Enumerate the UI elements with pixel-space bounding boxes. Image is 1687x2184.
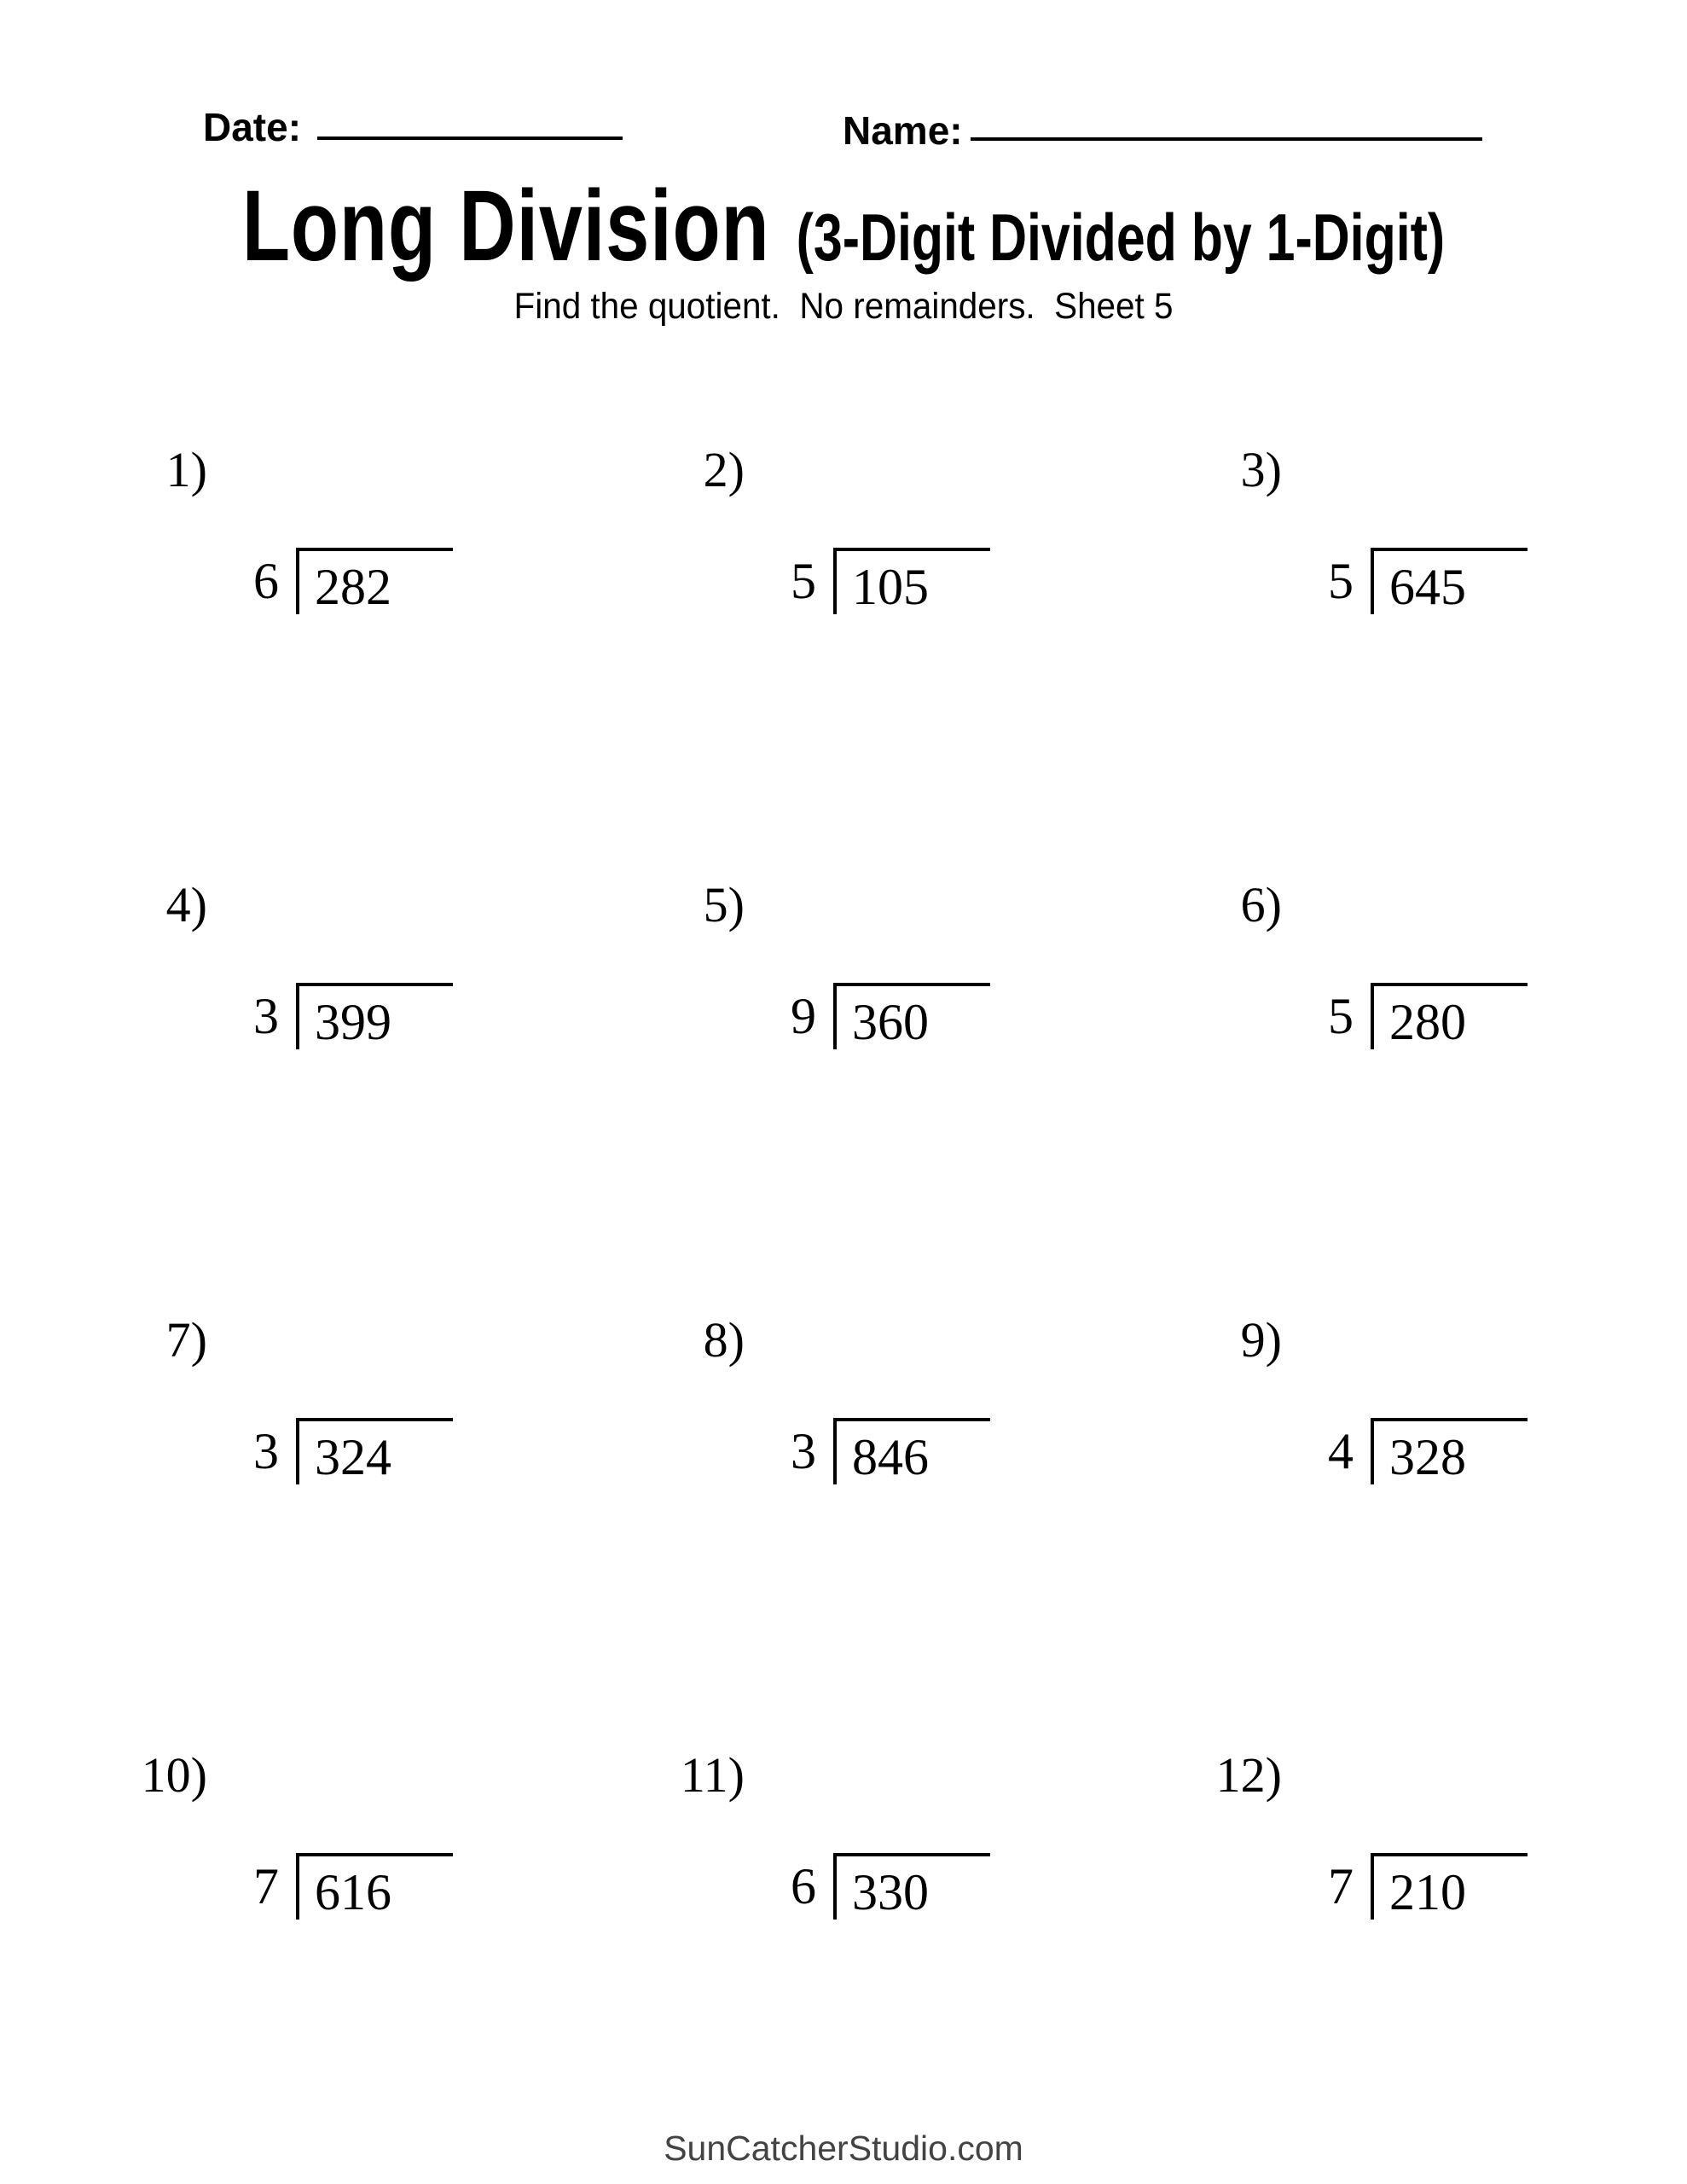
divisor: 5 bbox=[1328, 553, 1354, 609]
division-problem bbox=[1232, 442, 1687, 888]
problem-number: 5) bbox=[703, 877, 745, 932]
division-expression bbox=[1296, 983, 1528, 1049]
division-problem bbox=[158, 442, 695, 888]
date-label: Date: bbox=[203, 105, 302, 149]
footer-credit: SunCatcherStudio.com bbox=[664, 2129, 1023, 2168]
division-expression bbox=[1296, 548, 1528, 614]
date-blank-line[interactable] bbox=[317, 136, 623, 140]
problem-number: 2) bbox=[703, 442, 745, 497]
division-expression bbox=[222, 548, 453, 614]
divisor: 4 bbox=[1328, 1423, 1354, 1479]
dividend-under-bracket: 282 bbox=[296, 548, 453, 614]
division-problem bbox=[695, 877, 1232, 1323]
problem-number: 1) bbox=[165, 442, 207, 497]
dividend-under-bracket: 210 bbox=[1371, 1853, 1528, 1920]
divisor: 3 bbox=[791, 1423, 816, 1479]
problem-number: 10) bbox=[141, 1747, 207, 1803]
divisor: 9 bbox=[791, 988, 816, 1044]
dividend-under-bracket: 105 bbox=[833, 548, 990, 614]
division-expression bbox=[759, 983, 990, 1049]
division-problem bbox=[1232, 877, 1687, 1323]
dividend-under-bracket: 330 bbox=[833, 1853, 990, 1920]
division-problem bbox=[680, 1747, 1232, 2184]
division-expression bbox=[222, 1418, 453, 1484]
problems-grid bbox=[141, 442, 1687, 2184]
problem-number: 4) bbox=[165, 877, 207, 932]
division-problem bbox=[1215, 1747, 1687, 2184]
problem-number: 6) bbox=[1240, 877, 1282, 932]
division-expression bbox=[759, 548, 990, 614]
dividend-under-bracket: 280 bbox=[1371, 983, 1528, 1049]
dividend-under-bracket: 328 bbox=[1371, 1418, 1528, 1484]
dividend-under-bracket: 846 bbox=[833, 1418, 990, 1484]
dividend-under-bracket: 645 bbox=[1371, 548, 1528, 614]
division-problem bbox=[695, 1312, 1232, 1758]
divisor: 7 bbox=[253, 1858, 279, 1914]
division-expression bbox=[1296, 1853, 1528, 1920]
division-expression bbox=[222, 1853, 453, 1920]
dividend-under-bracket: 616 bbox=[296, 1853, 453, 1920]
division-expression bbox=[1296, 1418, 1528, 1484]
division-problem bbox=[1232, 1312, 1687, 1758]
dividend-under-bracket: 399 bbox=[296, 983, 453, 1049]
title-row bbox=[186, 170, 1502, 282]
problem-number: 9) bbox=[1240, 1312, 1282, 1368]
divisor: 7 bbox=[1328, 1858, 1354, 1914]
division-expression bbox=[759, 1853, 990, 1920]
page-subtitle: Find the quotient. No remainders. Sheet 5 bbox=[513, 286, 1174, 327]
division-problem bbox=[158, 1312, 695, 1758]
page-title: Long Division bbox=[241, 170, 770, 282]
divisor: 3 bbox=[253, 1423, 279, 1479]
problem-number: 8) bbox=[703, 1312, 745, 1368]
divisor: 5 bbox=[1328, 988, 1354, 1044]
problem-number: 12) bbox=[1215, 1747, 1282, 1803]
division-expression bbox=[759, 1418, 990, 1484]
division-problem bbox=[158, 877, 695, 1323]
divisor: 3 bbox=[253, 988, 279, 1044]
name-label: Name: bbox=[843, 108, 963, 153]
division-problem bbox=[141, 1747, 695, 2184]
problem-number: 11) bbox=[680, 1747, 745, 1803]
dividend-under-bracket: 324 bbox=[296, 1418, 453, 1484]
division-problem bbox=[695, 442, 1232, 888]
page-title-suffix: (3-Digit Divided by 1-Digit) bbox=[796, 200, 1446, 275]
divisor: 6 bbox=[791, 1858, 816, 1914]
problem-number: 3) bbox=[1240, 442, 1282, 497]
dividend-under-bracket: 360 bbox=[833, 983, 990, 1049]
division-expression bbox=[222, 983, 453, 1049]
name-blank-line[interactable] bbox=[971, 137, 1482, 141]
divisor: 5 bbox=[791, 553, 816, 609]
divisor: 6 bbox=[253, 553, 279, 609]
problem-number: 7) bbox=[165, 1312, 207, 1368]
